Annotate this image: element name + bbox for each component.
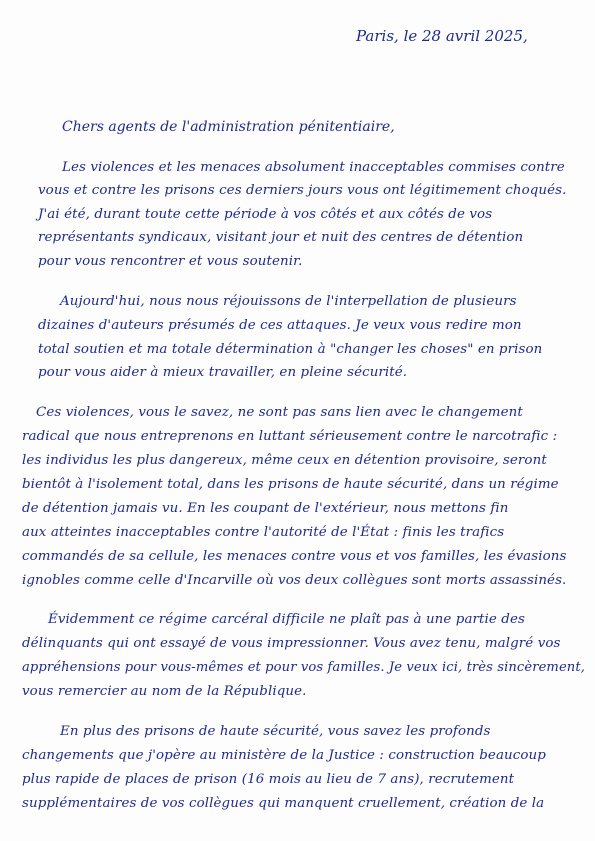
letter-line: pour vous aider à mieux travailler, en pleine sécurité. <box>38 365 408 380</box>
letter-line: total soutien et ma totale détermination à "changer les choses" en prison <box>38 342 543 357</box>
letter-line: pour vous rencontrer et vous soutenir. <box>38 254 303 269</box>
letter-line: de détention jamais vu. En les coupant de l'extérieur, nous mettons fin <box>22 501 509 516</box>
letter-line: J'ai été, durant toute cette période à vos côtés et aux côtés de vos <box>38 207 493 222</box>
letter-line: En plus des prisons de haute sécurité, vous savez les profonds <box>60 724 491 739</box>
letter-line: Aujourd'hui, nous nous réjouissons de l'interpellation de plusieurs <box>60 294 517 309</box>
letter-line: ignobles comme celle d'Incarville où vos deux collègues sont morts assassinés. <box>22 573 567 588</box>
letter-line: représentants syndicaux, visitant jour et nuit des centres de détention <box>38 230 524 245</box>
letter-line: appréhensions pour vous-mêmes et pour vos familles. Je veux ici, très sincèrement, <box>22 660 585 675</box>
letter-salutation: Chers agents de l'administration pénitentiaire, <box>62 119 395 135</box>
letter-line: Évidemment ce régime carcéral difficile ne plaît pas à une partie des <box>48 612 525 627</box>
letter-line: plus rapide de places de prison (16 mois au lieu de 7 ans), recrutement <box>22 772 515 787</box>
letter-line: dizaines d'auteurs présumés de ces attaques. Je veux vous redire mon <box>38 318 522 333</box>
letter-date: Paris, le 28 avril 2025, <box>356 27 528 45</box>
letter-line: les individus les plus dangereux, même ceux en détention provisoire, seront <box>22 453 547 468</box>
letter-line: vous remercier au nom de la République. <box>22 684 307 699</box>
letter-line: Les violences et les menaces absolument inacceptables commises contre <box>62 160 565 175</box>
letter-line: supplémentaires de vos collègues qui manquent cruellement, création de la <box>22 796 545 811</box>
letter-line: changements que j'opère au ministère de la Justice : construction beaucoup <box>22 748 546 763</box>
letter-line: Ces violences, vous le savez, ne sont pas sans lien avec le changement <box>36 405 523 420</box>
letter-line: radical que nous entreprenons en luttant sérieusement contre le narcotrafic : <box>22 429 558 444</box>
letter-line: bientôt à l'isolement total, dans les prisons de haute sécurité, dans un régime <box>22 477 559 492</box>
letter-line: commandés de sa cellule, les menaces contre vous et vos familles, les évasions <box>22 549 567 564</box>
letter-line: vous et contre les prisons ces derniers jours vous ont légitimement choqués. <box>38 183 567 198</box>
letter-line: délinquants qui ont essayé de vous impressionner. Vous avez tenu, malgré vos <box>22 636 561 651</box>
letter-line: aux atteintes inacceptables contre l'autorité de l'État : finis les trafics <box>22 525 505 540</box>
